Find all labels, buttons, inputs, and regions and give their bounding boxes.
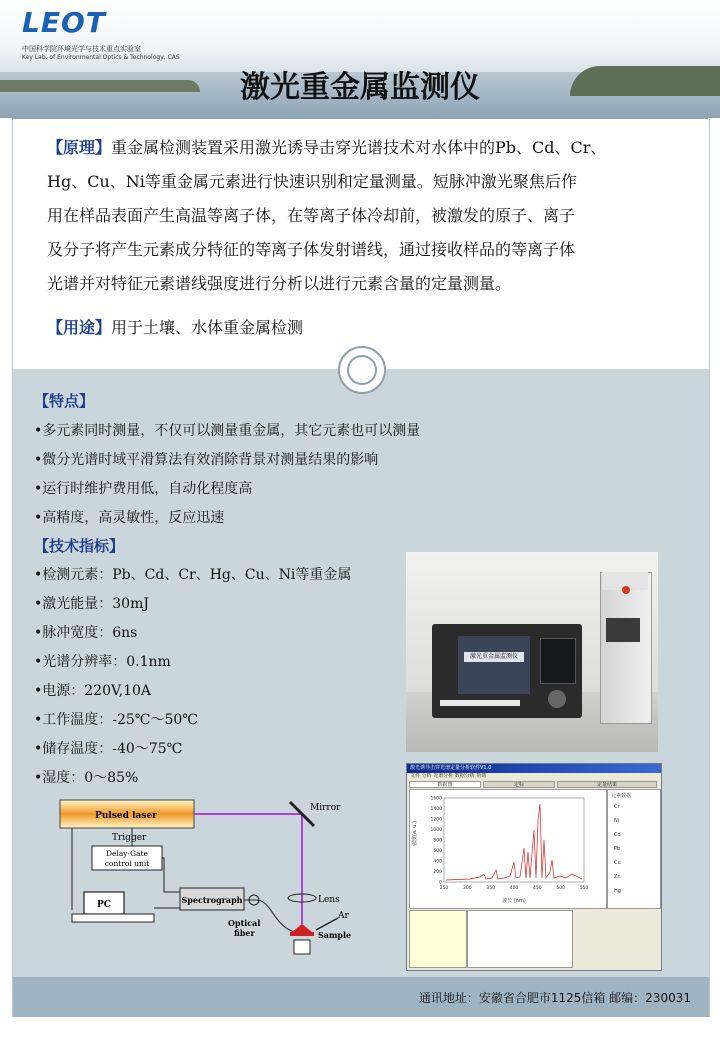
specs-heading: 【技术指标】 (34, 537, 125, 555)
principle-line-2: Hg、Cu、Ni等重金属元素进行快速识别和定量测量。短脉冲激光聚焦后作 (47, 172, 577, 191)
x-axis-label: 波长 (nm) (502, 898, 526, 904)
y-tick-label: 0 (439, 880, 442, 886)
principle-line-4: 及分子将产生元素成分特征的等离子体发射谱线，通过接收样品的等离子体 (47, 240, 576, 259)
header-banner (0, 0, 720, 118)
software-screenshot (406, 763, 662, 971)
element-item: Zn (614, 874, 621, 880)
y-tick-label: 200 (433, 870, 442, 875)
delay-gate-label-1: Delay-Gate (105, 849, 149, 858)
usage-label: 【用途】 (47, 318, 112, 337)
logo: LEOT (22, 6, 106, 39)
system-schematic (46, 792, 376, 968)
pc-base (72, 914, 154, 922)
software-tab: 数据图 (409, 781, 481, 788)
spec-item: •湿度：0～85% (34, 770, 139, 786)
y-ticks (431, 796, 443, 886)
circle-ornament-inner (347, 355, 377, 385)
principle-label: 【原理】 (47, 138, 112, 157)
software-tab: 定量结果 (557, 781, 657, 788)
element-panel (607, 789, 661, 909)
data-table (467, 910, 573, 968)
software-menu: 文件 分析 光谱分析 数据分析 帮助 (410, 773, 487, 779)
x-tick-label: 350 (486, 886, 495, 891)
y-tick-label: 1600 (430, 796, 442, 802)
device-panel (458, 636, 530, 694)
x-tick-label: 450 (533, 886, 542, 891)
y-axis-label: 强度(a. u.) (412, 821, 418, 846)
device-strip (440, 700, 520, 706)
y-tick-label: 1000 (430, 828, 442, 833)
software-tab: 定标 (483, 781, 555, 788)
sample-holder (294, 940, 310, 954)
principle-line-3: 用在样品表面产生高温等离子体，在等离子体冷却前，被激发的原子、离子 (47, 206, 576, 225)
delay-gate-label-2: control unit (104, 859, 150, 868)
principle-text-1: 重金属检测装置采用激光诱导击穿光谱技术对水体中的Pb、Cd、Cr、 (111, 138, 607, 157)
circle-ornament (338, 346, 386, 394)
footer (12, 977, 710, 1017)
spec-item: •脉冲宽度：6ns (34, 625, 138, 641)
monitor-unit (432, 624, 582, 718)
spectrograph-label: Spectrograph (181, 895, 243, 905)
element-item: Ni (614, 818, 620, 824)
element-item: Cr (614, 804, 620, 810)
sample-surface (290, 932, 314, 936)
x-tick-label: 500 (556, 886, 565, 891)
x-tick-label: 300 (463, 886, 472, 891)
mirror-label: Mirror (310, 803, 341, 813)
usage-text: 用于土壤、水体重金属检测 (111, 318, 304, 337)
plasma-spark (292, 924, 312, 932)
device-label: 激光重金属监测仪 (464, 652, 524, 662)
software-titlebar: 激光诱导击穿光谱定量分析软件V1.0 (407, 764, 661, 773)
y-tick-label: 1400 (430, 807, 442, 812)
device-screen (540, 638, 576, 684)
sample-label: Sample (318, 930, 352, 940)
ar-label: Ar (338, 911, 349, 921)
pulsed-laser-label: Pulsed laser (95, 811, 157, 821)
x-tick-label: 250 (439, 886, 449, 891)
spectrum-plot (409, 789, 607, 909)
feature-item: •运行时维护费用低，自动化程度高 (34, 481, 253, 497)
usage-line (47, 311, 695, 345)
element-panel-title: 元素数据 (611, 793, 632, 799)
device-photo (406, 552, 658, 752)
device-knob (548, 690, 566, 708)
plot-frame (444, 798, 584, 882)
laser-indicator-icon (622, 586, 630, 594)
spec-item: •检测元素：Pb、Cd、Cr、Hg、Cu、Ni等重金属 (34, 567, 352, 583)
principle-line-1 (47, 131, 695, 165)
x-tick-label: 550 (579, 886, 589, 891)
principle-line-5: 光谱并对特征元素谱线强度进行分析以进行元素含量的定量测量。 (47, 274, 512, 293)
spec-item: •光谱分辨率：0.1nm (34, 654, 171, 670)
trigger-label: Trigger (112, 833, 147, 843)
contact-address: 通讯地址：安徽省合肥市1125信箱 邮编：230031 (418, 991, 691, 1005)
y-tick-label: 600 (433, 849, 442, 854)
fiber-label: fiber (234, 928, 255, 938)
principle-section (12, 119, 710, 369)
element-item: Cd (614, 832, 621, 838)
y-tick-label: 400 (433, 859, 442, 865)
feature-item: •高精度，高灵敏性，反应迅速 (34, 510, 225, 526)
y-tick-label: 800 (433, 838, 442, 844)
element-item: Pb (614, 846, 621, 852)
features-heading: 【特点】 (34, 392, 95, 410)
software-tabs (409, 781, 657, 788)
logo-subtitle-cn: 中国科学院环境光学与技术重点实验室 (22, 45, 141, 53)
logo-subtitle-en: Key Lab. of Environmental Optics & Technology, CAS (22, 54, 180, 61)
element-item: Cu (614, 860, 621, 866)
laser-connector (606, 618, 640, 642)
feature-item: •多元素同时测量，不仅可以测量重金属，其它元素也可以测量 (34, 423, 421, 439)
data-list (409, 910, 467, 968)
x-tick-label: 400 (509, 886, 519, 891)
element-item: Hg (614, 888, 621, 894)
x-ticks (440, 885, 589, 891)
spec-item: •电源：220V,10A (34, 683, 152, 699)
lens-label: Lens (318, 895, 340, 905)
gate-spectro-wire (162, 858, 180, 892)
ar-nozzle (316, 918, 338, 930)
y-tick-label: 1200 (430, 817, 442, 823)
spec-item: •储存温度：-40～75℃ (34, 741, 183, 757)
schematic-svg (46, 792, 376, 968)
page-title: 激光重金属监测仪 (240, 70, 480, 105)
spec-item: •工作温度：-25℃～50℃ (34, 712, 198, 728)
feature-item: •微分光谱时域平滑算法有效消除背景对测量结果的影响 (34, 452, 379, 468)
optical-label: Optical (228, 918, 261, 928)
pc-label: PC (97, 900, 111, 910)
laser-head (600, 572, 652, 724)
spectrum-svg (410, 790, 606, 908)
spec-item: •激光能量：30mJ (34, 596, 149, 612)
